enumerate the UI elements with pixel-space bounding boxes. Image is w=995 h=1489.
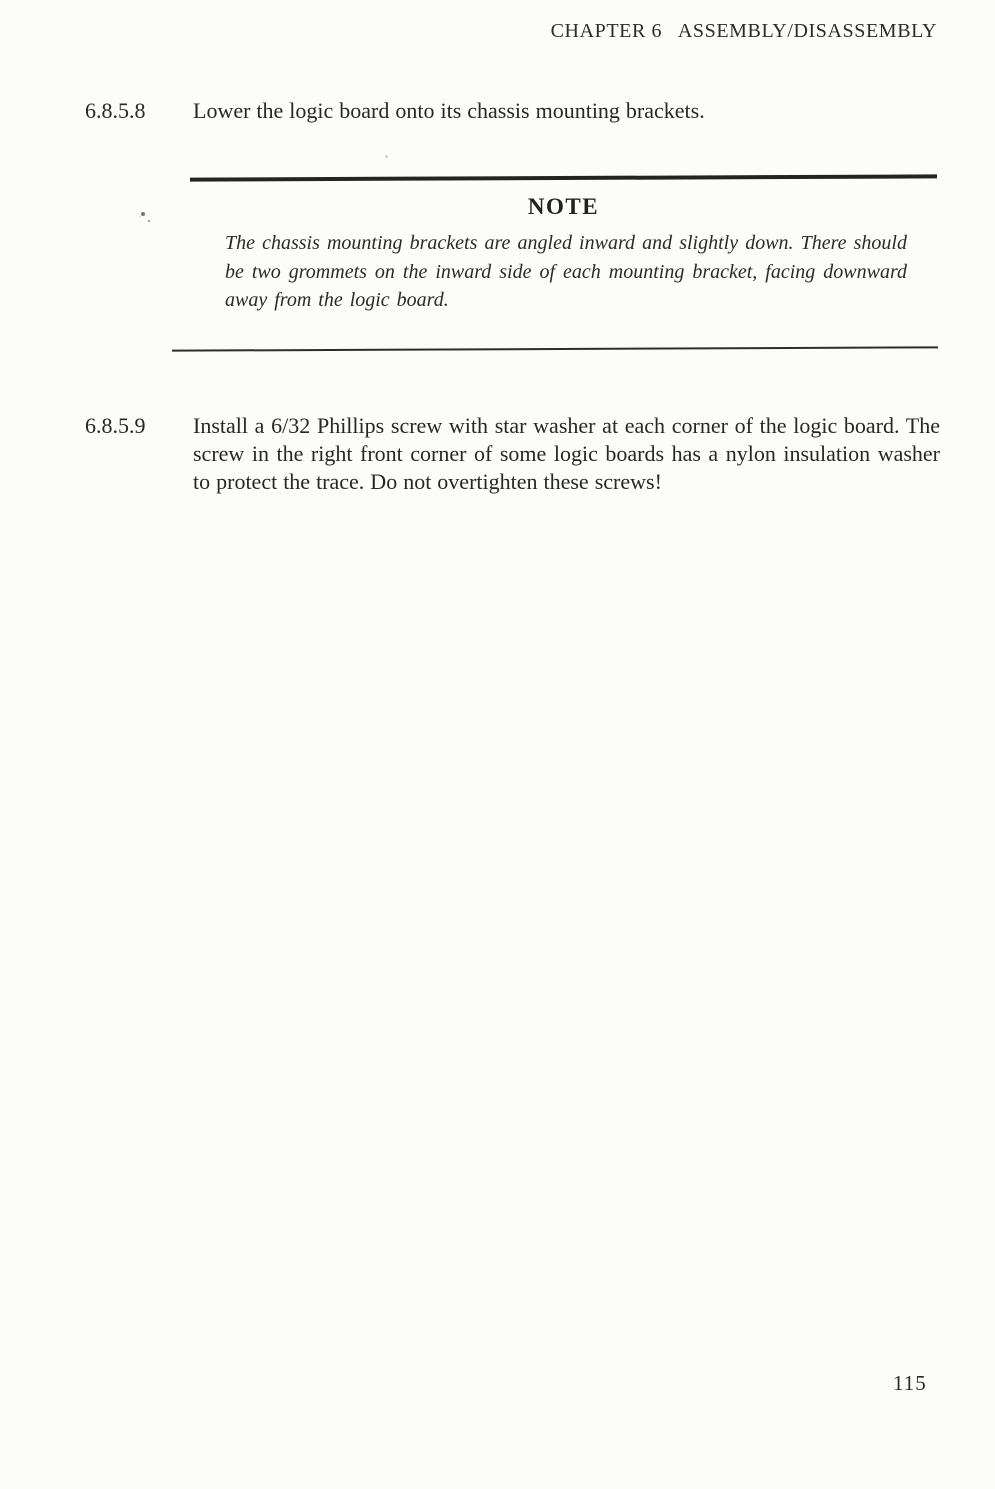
section-number: 6.8.5.9	[85, 413, 146, 438]
section-6-8-5-8	[85, 97, 940, 125]
note-bottom-rule	[172, 346, 938, 351]
note-title: NOTE	[527, 194, 600, 219]
section-text: Lower the logic board onto its chassis mounting brackets.	[193, 98, 705, 123]
note-top-rule	[190, 174, 937, 181]
note-body: The chassis mounting brackets are angled inward and slightly down. There should be two grommets on the inward side of each mounting bracket, facing downward away from the logic board.	[225, 232, 907, 311]
page-number: 115	[893, 1371, 927, 1395]
chapter-header: CHAPTER 6 ASSEMBLY/DISASSEMBLY	[550, 20, 937, 42]
section-number: 6.8.5.8	[85, 98, 146, 123]
scan-speck	[385, 155, 388, 158]
scan-speck	[141, 212, 145, 216]
section-6-8-5-9	[85, 412, 940, 496]
section-text: Install a 6/32 Phillips screw with star washer at each corner of the logic board. The screw in the right front corner of some logic boards has a nylon insulation washer to protect the trace. Do not overtighten these screws!	[193, 413, 940, 494]
